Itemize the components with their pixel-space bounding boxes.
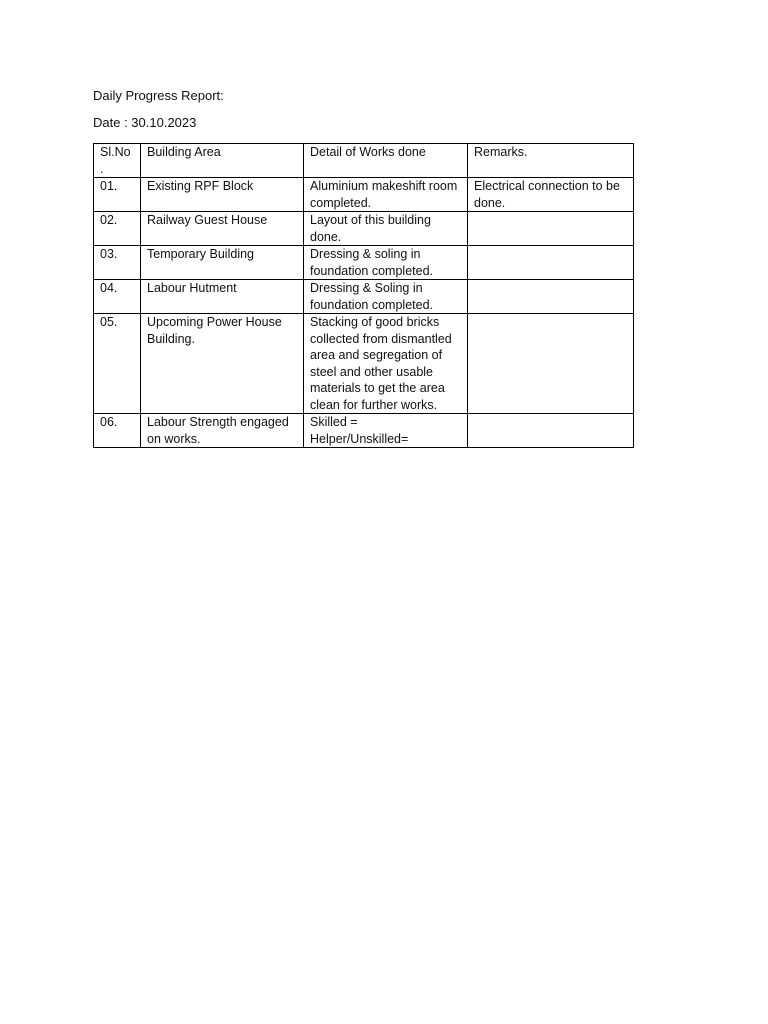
cell-detail-of-works: Layout of this building done. — [304, 212, 468, 246]
header-remarks: Remarks. — [468, 144, 634, 178]
skilled-count-line: Skilled = — [310, 415, 358, 429]
cell-remarks: Electrical connection to be done. — [468, 178, 634, 212]
cell-detail-of-works: Stacking of good bricks collected from dismantled area and segregation of steel and other usable materials to get the area clean for further works. — [304, 314, 468, 414]
table-row — [94, 280, 634, 314]
unskilled-count-line: Helper/Unskilled= — [310, 431, 409, 446]
cell-remarks — [468, 212, 634, 246]
report-title: Daily Progress Report: — [93, 88, 224, 103]
header-sl-no: Sl.No. — [94, 144, 141, 178]
cell-detail-of-works: Dressing & soling in foundation completed. — [304, 246, 468, 280]
cell-detail-of-works — [304, 414, 468, 448]
cell-sl-no: 05. — [94, 314, 141, 414]
table-row — [94, 414, 634, 448]
table-row — [94, 178, 634, 212]
cell-remarks — [468, 314, 634, 414]
cell-building-area: Labour Hutment — [141, 280, 304, 314]
cell-building-area: Railway Guest House — [141, 212, 304, 246]
cell-detail-of-works: Dressing & Soling in foundation completed. — [304, 280, 468, 314]
cell-sl-no: 03. — [94, 246, 141, 280]
cell-detail-of-works: Aluminium makeshift room completed. — [304, 178, 468, 212]
cell-building-area: Labour Strength engaged on works. — [141, 414, 304, 448]
cell-remarks — [468, 414, 634, 448]
cell-remarks — [468, 280, 634, 314]
cell-sl-no: 06. — [94, 414, 141, 448]
table-header-row — [94, 144, 634, 178]
cell-building-area: Temporary Building — [141, 246, 304, 280]
header-building-area: Building Area — [141, 144, 304, 178]
cell-remarks — [468, 246, 634, 280]
cell-building-area: Upcoming Power House Building. — [141, 314, 304, 414]
cell-sl-no: 02. — [94, 212, 141, 246]
table-row — [94, 314, 634, 414]
cell-building-area: Existing RPF Block — [141, 178, 304, 212]
progress-table — [93, 143, 634, 448]
table-row — [94, 246, 634, 280]
report-date: Date : 30.10.2023 — [93, 115, 197, 130]
cell-sl-no: 04. — [94, 280, 141, 314]
table-row — [94, 212, 634, 246]
header-detail-of-works: Detail of Works done — [304, 144, 468, 178]
cell-sl-no: 01. — [94, 178, 141, 212]
